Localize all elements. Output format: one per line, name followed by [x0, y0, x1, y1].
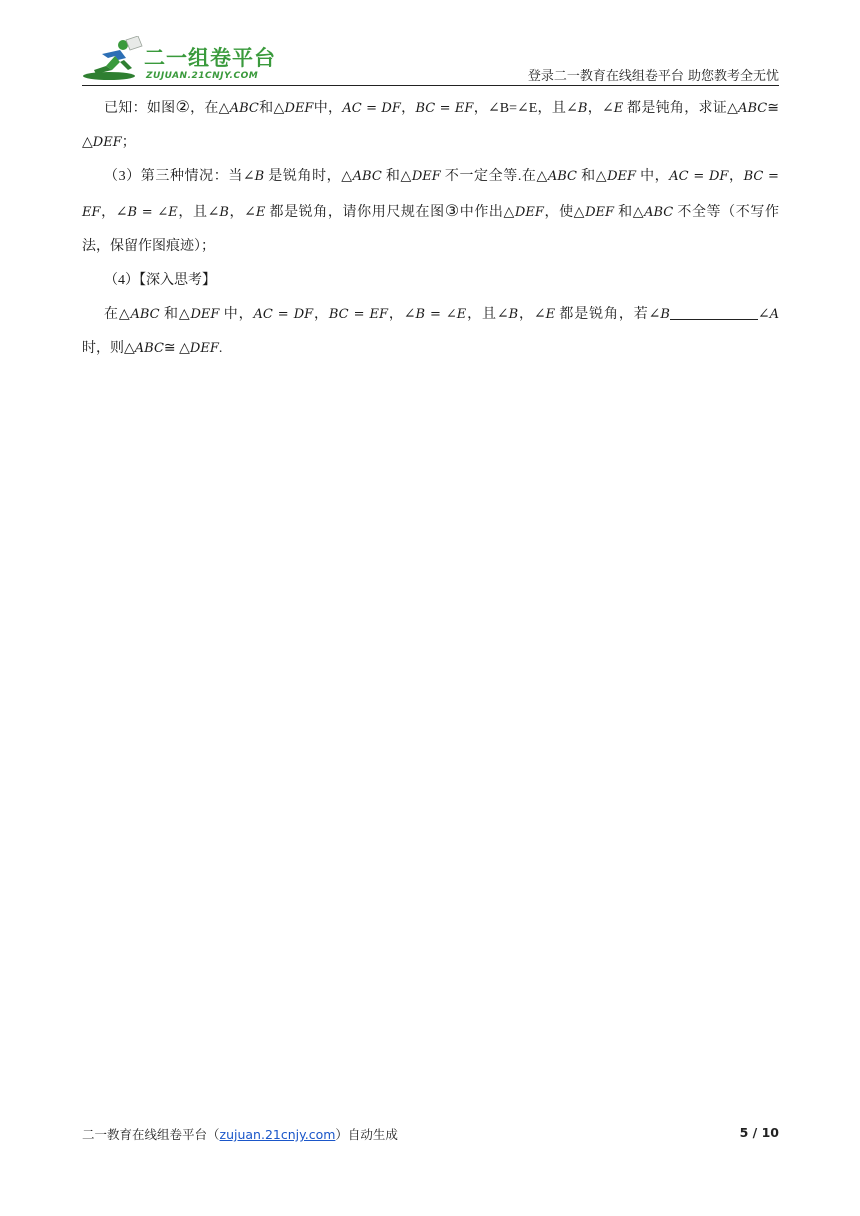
text: 都是锐角，若∠ — [555, 307, 661, 322]
text: ， — [728, 169, 744, 184]
logo-subtext: ZUJUAN.21CNJY.COM — [146, 71, 259, 81]
math: ABC — [130, 307, 160, 322]
math: ABC — [738, 101, 768, 116]
logo[interactable] — [82, 36, 282, 82]
math: E — [613, 101, 624, 116]
text: （3）第三种情况：当∠ — [104, 169, 255, 184]
math: DEF — [189, 341, 219, 356]
text: ，∠ — [387, 307, 416, 322]
text: 是锐角时，△ — [264, 169, 353, 184]
math: E — [545, 307, 556, 322]
text: ≅ △ — [163, 341, 190, 356]
page-header — [82, 30, 779, 86]
paragraph-part-4-heading — [82, 264, 779, 298]
footer-source — [82, 1125, 398, 1143]
logo-text: 二一组卷平台 — [144, 46, 276, 70]
math: ABC — [547, 169, 578, 184]
text: 已知：如图 — [104, 101, 176, 116]
math: ABC — [134, 341, 164, 356]
math: DEF — [585, 205, 614, 220]
math: DEF — [284, 101, 314, 116]
text: ∠ — [757, 307, 770, 322]
math: A — [769, 307, 779, 322]
math: AC = DF — [342, 101, 401, 116]
paragraph-part-4 — [82, 298, 779, 366]
text: 不全等（不写作法，保留作图痕迹）； — [82, 205, 779, 254]
text: ≅ △ — [82, 101, 779, 150]
runner-logo-icon — [82, 36, 144, 82]
math: DEF — [190, 307, 220, 322]
text: （4）【深入思考】 — [104, 273, 216, 288]
text: ， — [400, 101, 416, 116]
math: DEF — [514, 205, 544, 220]
text: 中作出△ — [459, 205, 515, 220]
figure-ref: ② — [175, 97, 191, 116]
text: 和△ — [614, 205, 645, 220]
math: B = ∠E — [127, 205, 178, 220]
header-slogan: 登录二一教育在线组卷平台 助您教考全无忧 — [527, 69, 779, 84]
text: 和△ — [258, 101, 285, 116]
page-number: 5 / 10 — [739, 1125, 779, 1140]
text: 和△ — [577, 169, 608, 184]
footer-prefix: 二一教育在线组卷平台（ — [82, 1127, 220, 1142]
paragraph-part-3 — [82, 160, 779, 264]
text: 时，则△ — [82, 341, 135, 356]
math: BC = EF — [82, 169, 779, 220]
math: B — [577, 101, 588, 116]
math: B — [219, 205, 229, 220]
text: 都是钝角，求证△ — [623, 101, 739, 116]
page-footer — [82, 1125, 779, 1145]
text: ，且∠ — [466, 307, 509, 322]
math: E — [255, 205, 266, 220]
header-divider — [82, 85, 779, 86]
text: ，∠B=∠E，且∠ — [473, 101, 578, 116]
footer-link[interactable]: zujuan.21cnjy.com — [219, 1127, 336, 1142]
document-body — [82, 90, 779, 366]
text: ，∠ — [100, 205, 128, 220]
text: 中， — [219, 307, 254, 322]
math: B = ∠E — [415, 307, 467, 322]
math: AC = DF — [253, 307, 314, 322]
text: ，且∠ — [177, 205, 220, 220]
text: ，∠ — [587, 101, 614, 116]
text: ， — [313, 307, 329, 322]
math: DEF — [92, 135, 122, 150]
math: B — [254, 169, 265, 184]
math: B — [508, 307, 519, 322]
text: 在△ — [104, 307, 131, 322]
math: B — [660, 307, 670, 322]
math: ABC — [644, 205, 674, 220]
math: BC = EF — [328, 307, 388, 322]
text: 和△ — [159, 307, 191, 322]
math: ABC — [352, 169, 382, 184]
text: 不一定全等.在△ — [440, 169, 548, 184]
paragraph-given — [82, 90, 779, 160]
math: DEF — [411, 169, 441, 184]
text: ； — [121, 135, 136, 150]
math: AC = DF — [669, 169, 729, 184]
math: ABC — [229, 101, 259, 116]
text: ，∠ — [518, 307, 546, 322]
answer-blank[interactable] — [670, 305, 758, 320]
text: 中， — [636, 169, 670, 184]
text: ，∠ — [228, 205, 256, 220]
math: BC = EF — [415, 101, 474, 116]
figure-ref: ③ — [444, 201, 460, 220]
text: 和△ — [381, 169, 412, 184]
math: DEF — [607, 169, 636, 184]
text: ，在△ — [190, 101, 230, 116]
text: . — [218, 341, 223, 356]
text: ，使△ — [543, 205, 586, 220]
footer-suffix: ）自动生成 — [335, 1127, 398, 1142]
text: 都是锐角，请你用尺规在图 — [265, 205, 445, 220]
text: 中， — [313, 101, 343, 116]
